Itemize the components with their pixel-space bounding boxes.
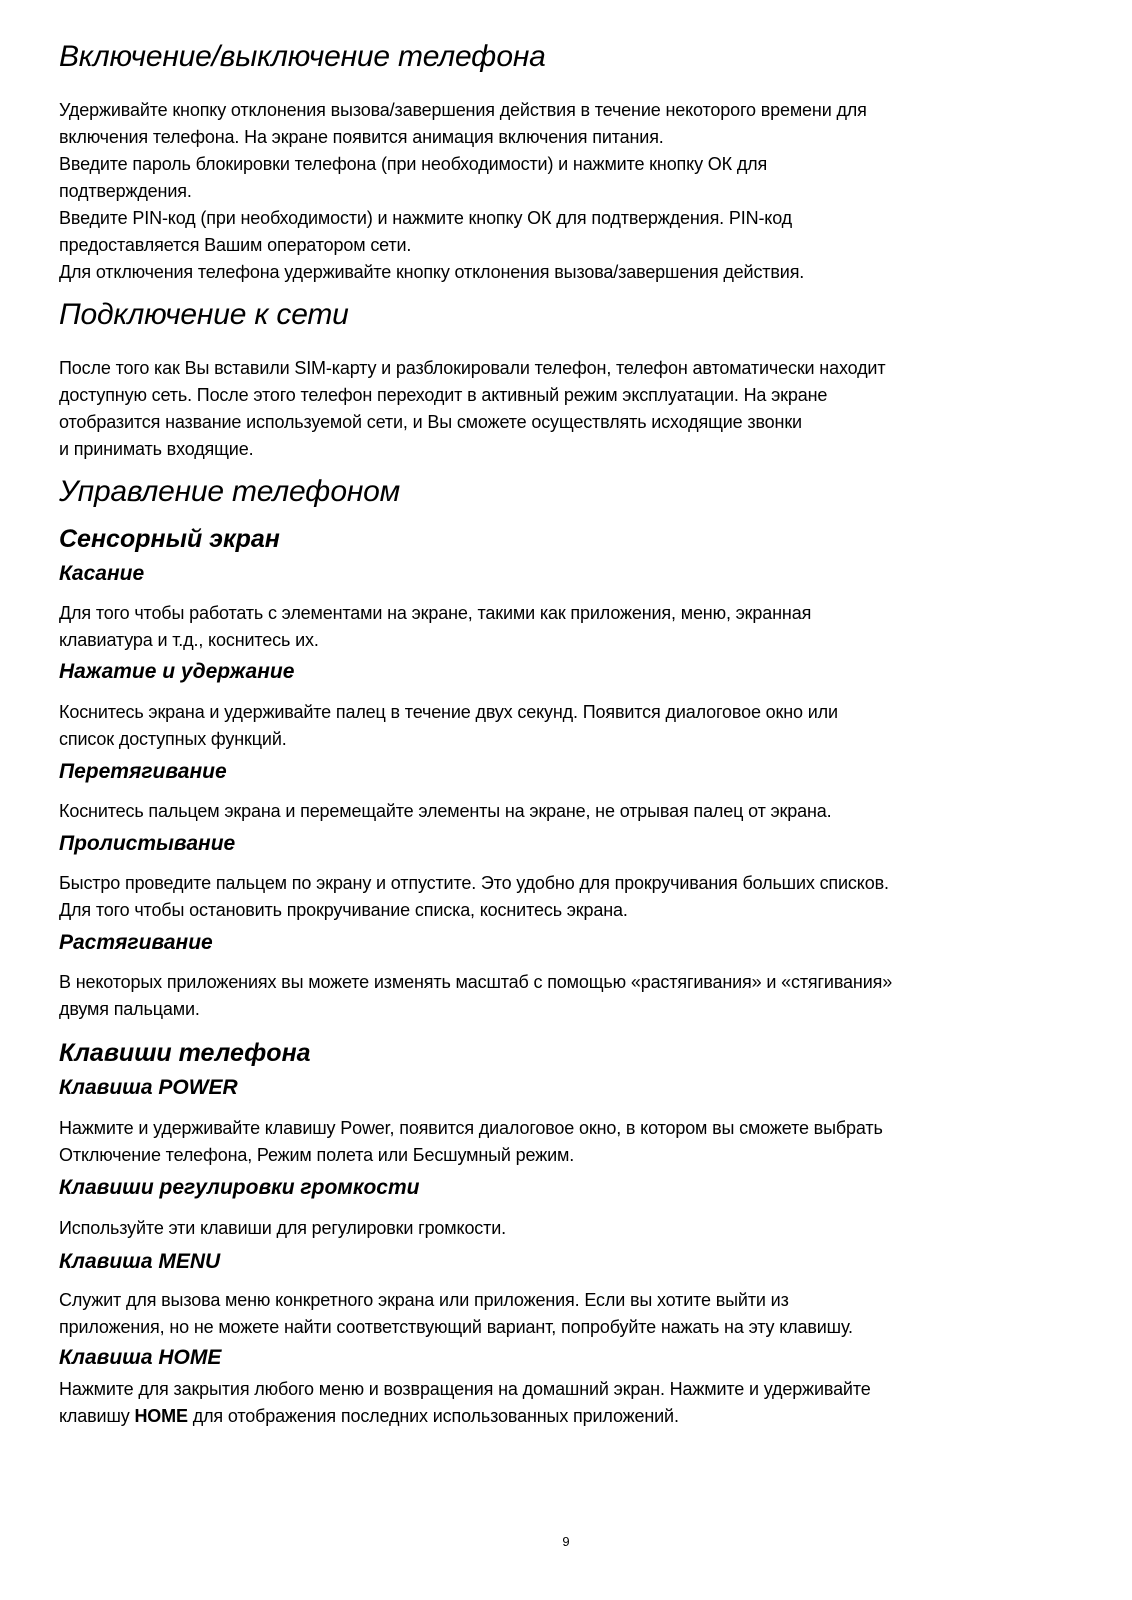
text-line: предоставляется Вашим оператором сети. bbox=[59, 235, 412, 255]
section-title-power: Включение/выключение телефона bbox=[59, 40, 546, 73]
topic-title-power-key: Клавиша POWER bbox=[59, 1076, 238, 1099]
text-line: Отключение телефона, Режим полета или Бесшумный режим. bbox=[59, 1145, 575, 1165]
subsection-title-keys: Клавиши телефона bbox=[59, 1039, 311, 1067]
text-line: Для отключения телефона удерживайте кнопку отклонения вызова/завершения действия. bbox=[59, 262, 805, 282]
text-fragment: клавишу bbox=[59, 1406, 135, 1426]
text-line: отобразится название используемой сети, и Вы сможете осуществлять исходящие звонки bbox=[59, 412, 802, 432]
text-fragment: для отображения последних использованных приложений. bbox=[187, 1406, 679, 1426]
text-line: Быстро проведите пальцем по экрану и отпустите. Это удобно для прокручивания больших списков. bbox=[59, 873, 889, 893]
text-line: приложения, но не можете найти соответствующий вариант, попробуйте нажать на эту клавишу. bbox=[59, 1317, 853, 1337]
text-line: Используйте эти клавиши для регулировки громкости. bbox=[59, 1218, 507, 1238]
text-line: список доступных функций. bbox=[59, 729, 287, 749]
home-key-bold: HOME bbox=[134, 1406, 188, 1426]
hold-paragraph bbox=[59, 699, 838, 753]
text-line: Коснитесь пальцем экрана и перемещайте элементы на экране, не отрывая палец от экрана. bbox=[59, 801, 832, 821]
section-title-network: Подключение к сети bbox=[59, 298, 349, 331]
menu-paragraph bbox=[59, 1287, 853, 1341]
text-line: В некоторых приложениях вы можете изменять масштаб с помощью «растягивания» и «стягивания» bbox=[59, 972, 893, 992]
text-line: Служит для вызова меню конкретного экрана или приложения. Если вы хотите выйти из bbox=[59, 1290, 789, 1310]
power-key-paragraph bbox=[59, 1115, 883, 1169]
home-paragraph bbox=[59, 1376, 871, 1430]
text-line: Нажмите и удерживайте клавишу Power, появится диалоговое окно, в котором вы сможете выбрать bbox=[59, 1118, 883, 1138]
topic-title-drag: Перетягивание bbox=[59, 760, 227, 783]
pinch-paragraph bbox=[59, 969, 892, 1023]
text-line: Нажмите для закрытия любого меню и возвращения на домашний экран. Нажмите и удерживайте bbox=[59, 1379, 871, 1399]
topic-title-flick: Пролистывание bbox=[59, 832, 236, 855]
text-line: Для того чтобы остановить прокручивание списка, коснитесь экрана. bbox=[59, 900, 628, 920]
topic-title-menu: Клавиша MENU bbox=[59, 1250, 221, 1273]
text-line bbox=[59, 1403, 871, 1430]
text-line: Введите пароль блокировки телефона (при необходимости) и нажмите кнопку ОК для bbox=[59, 154, 768, 174]
text-line: включения телефона. На экране появится анимация включения питания. bbox=[59, 127, 664, 147]
drag-paragraph bbox=[59, 798, 832, 825]
text-line: Коснитесь экрана и удерживайте палец в течение двух секунд. Появится диалоговое окно или bbox=[59, 702, 838, 722]
page-number: 9 bbox=[562, 1534, 570, 1549]
network-paragraph bbox=[59, 355, 885, 463]
topic-title-hold: Нажатие и удержание bbox=[59, 660, 295, 683]
section-title-control: Управление телефоном bbox=[59, 475, 400, 508]
topic-title-home: Клавиша HOME bbox=[59, 1346, 222, 1369]
flick-paragraph bbox=[59, 870, 889, 924]
volume-paragraph bbox=[59, 1215, 506, 1242]
text-line: После того как Вы вставили SIM-карту и разблокировали телефон, телефон автоматически находит bbox=[59, 358, 886, 378]
text-line: Для того чтобы работать с элементами на экране, такими как приложения, меню, экранная bbox=[59, 603, 812, 623]
power-paragraph bbox=[59, 97, 867, 286]
text-line: клавиатура и т.д., коснитесь их. bbox=[59, 630, 319, 650]
subsection-title-touchscreen: Сенсорный экран bbox=[59, 525, 280, 553]
touch-paragraph bbox=[59, 600, 811, 654]
text-line: Введите PIN-код (при необходимости) и нажмите кнопку ОК для подтверждения. PIN-код bbox=[59, 208, 793, 228]
topic-title-pinch: Растягивание bbox=[59, 931, 213, 954]
topic-title-touch: Касание bbox=[59, 562, 145, 585]
text-line: и принимать входящие. bbox=[59, 439, 254, 459]
topic-title-volume: Клавиши регулировки громкости bbox=[59, 1176, 420, 1199]
text-line: доступную сеть. После этого телефон переходит в активный режим эксплуатации. На экране bbox=[59, 385, 828, 405]
text-line: двумя пальцами. bbox=[59, 999, 200, 1019]
text-line: Удерживайте кнопку отклонения вызова/завершения действия в течение некоторого времени для bbox=[59, 100, 867, 120]
text-line: подтверждения. bbox=[59, 181, 192, 201]
